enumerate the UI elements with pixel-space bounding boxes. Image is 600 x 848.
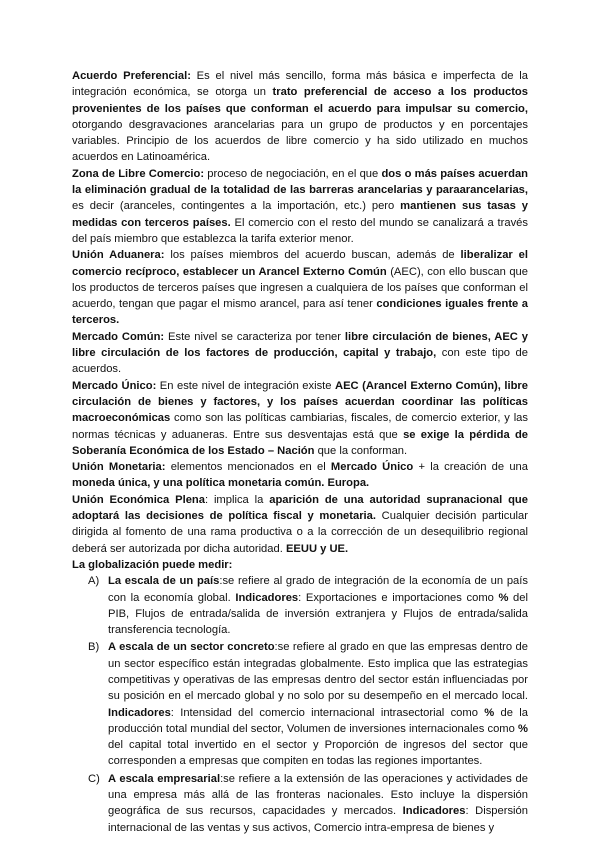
bold-text: EEUU y UE. (285, 542, 349, 555)
list-marker: C) (88, 772, 100, 785)
text-run: elementos mencionados en el (165, 461, 331, 474)
text-run: : implica la (204, 493, 270, 506)
bold-text: A escala de un sector concreto (108, 641, 275, 654)
paragraph (72, 247, 528, 328)
text-run: Es el nivel más sencillo, forma más básica e imperfecta de la integración económica, se otorga un (72, 70, 528, 99)
text-run: con este tipo de acuerdos. (72, 347, 528, 376)
text-run: proceso de negociación, en el que (204, 167, 382, 180)
bold-text: Mercado Común: (72, 330, 165, 343)
bold-text: moneda única, y una política monetaria común. Europa. (72, 477, 370, 490)
bold-text: A escala empresarial (108, 772, 221, 785)
bold-text: libre circulación de bienes, AEC y libre circulación de los factores de producción, capital y trabajo, (72, 330, 528, 360)
text-run: El comercio con el resto del mundo se canalizará a través del país miembro que establezca la tarifa exterior menor. (72, 216, 528, 245)
bold-text: dos o más países acuerdan la eliminación gradual de la totalidad de las barreras arancelarias y paraarancelarias, (72, 167, 529, 197)
list-item (72, 639, 528, 769)
bold-text: % (498, 591, 509, 604)
bold-text: trato preferencial de acceso a los productos provenientes de los países que conforman el acuerdo para impulsar su comercio, (72, 86, 528, 115)
bold-text: AEC (Arancel Externo Común), libre circulación de bienes y factores, y los países acuerdan coordinar las políticas macroeconómicas (72, 379, 528, 425)
list-marker: B) (88, 641, 100, 654)
document-page (72, 68, 528, 837)
text-run: :se refiere al grado de integración de la economía de un país con la economía global. (108, 575, 528, 604)
bold-text: Acuerdo Preferencial: (72, 70, 191, 82)
text-run: que la conforman. (314, 444, 408, 457)
bold-text: Mercado Único: (72, 379, 157, 392)
bold-text: condiciones iguales frente a terceros. (72, 298, 529, 327)
paragraph (72, 459, 528, 492)
bold-text: % (518, 722, 528, 735)
text-run: (AEC), con ello buscan que los productos de terceros países que ingresen a cualquiera de los países que conforman el acuerdo, tengan que pagar el mismo arancel, para así tener (72, 265, 528, 311)
text-run: otorgando desgravaciones arancelarias para un grupo de productos y en porcentajes variables. Principio de los acuerdos de libre comercio y ha sido utilizado en muchos acuerdos en Latinoamérica. (72, 118, 528, 164)
paragraph (72, 329, 528, 378)
text-run: como son las políticas cambiarias, fiscales, de comercio exterior, y las normas técnicas y aduaneras. Entre sus desventajas está que (72, 412, 528, 441)
bold-text: % (484, 706, 495, 719)
bold-text: Unión Aduanera: (72, 249, 165, 262)
text-run: de la producción total mundial del sector, Volumen de inversiones internacionales como (108, 706, 528, 735)
list-marker: A) (88, 575, 100, 588)
bold-text: La escala de un país (108, 575, 220, 588)
text-run: es decir (aranceles, contingentes a la importación, etc.) pero (72, 200, 401, 213)
text-run: Cualquier decisión particular dirigida al fomento de una rama productiva o a la corrección de un desequilibrio regional deberá ser autorizada por dicha autoridad. (72, 510, 528, 555)
paragraph (72, 68, 528, 166)
text-run: : Exportaciones e importaciones como (298, 591, 499, 604)
list-item (72, 573, 528, 638)
text-run: del capital total invertido en el sector y Proporción de ingresos del sector que corresponden a empresas que compiten en todas las regiones importantes. (108, 739, 528, 768)
bold-text: Unión Económica Plena (72, 493, 205, 506)
text-run: : Dispersión internacional de las ventas y sus activos, Comercio intra-empresa de bienes y (108, 805, 528, 834)
text-run: del PIB, Flujos de entrada/salida de inversión extranjera y Flujos de entrada/salida transferencia tecnología. (108, 591, 528, 637)
text-run: : Intensidad del comercio internacional intrasectorial como (170, 706, 485, 719)
paragraph (72, 492, 528, 557)
text-run: :se refiere a la extensión de las operaciones y actividades de una empresa más allá de las fronteras nacionales. Esto incluye la dispersión geográfica de sus recursos, capacidades y mercados. (108, 772, 528, 818)
text-run: + la creación de una (413, 461, 528, 474)
bold-text: Zona de Libre Comercio: (72, 167, 205, 180)
bold-text: aparición de una autoridad supranacional que adoptará las decisiones de política fiscal y monetaria. (72, 493, 528, 523)
bold-text: liberalizar el comercio recíproco, establecer un Arancel Externo Común (72, 249, 528, 278)
text-run: :se refiere al grado en que las empresas dentro de un sector específico están integradas globalmente. Esto implica que las estrategias competitivas y operativas de las empresas dentro del sector están influenciadas por su posición en el mercado global y no solo por su desempeño en el mercado local. (108, 641, 528, 703)
text-run: los países miembros del acuerdo buscan, además de (164, 249, 461, 262)
text-run: En este nivel de integración existe (156, 379, 335, 392)
list-item (72, 771, 528, 836)
paragraph (72, 166, 528, 247)
bold-text: se exige la pérdida de Soberanía Económica de los Estado – Nación (72, 428, 529, 457)
bold-text: Indicadores (402, 805, 466, 818)
bold-text: mantienen sus tasas y medidas con terceros países. (72, 200, 528, 229)
section-heading: La globalización puede medir: (72, 558, 233, 571)
bold-text: Unión Monetaria: (72, 461, 166, 474)
bold-text: Mercado Único (330, 461, 414, 474)
bold-text: Indicadores (235, 591, 299, 604)
measurement-list (72, 573, 528, 836)
bold-text: Indicadores (108, 706, 171, 719)
paragraph (72, 378, 528, 459)
text-run: Este nivel se caracteriza por tener (164, 330, 345, 343)
paragraph-block (72, 68, 528, 557)
